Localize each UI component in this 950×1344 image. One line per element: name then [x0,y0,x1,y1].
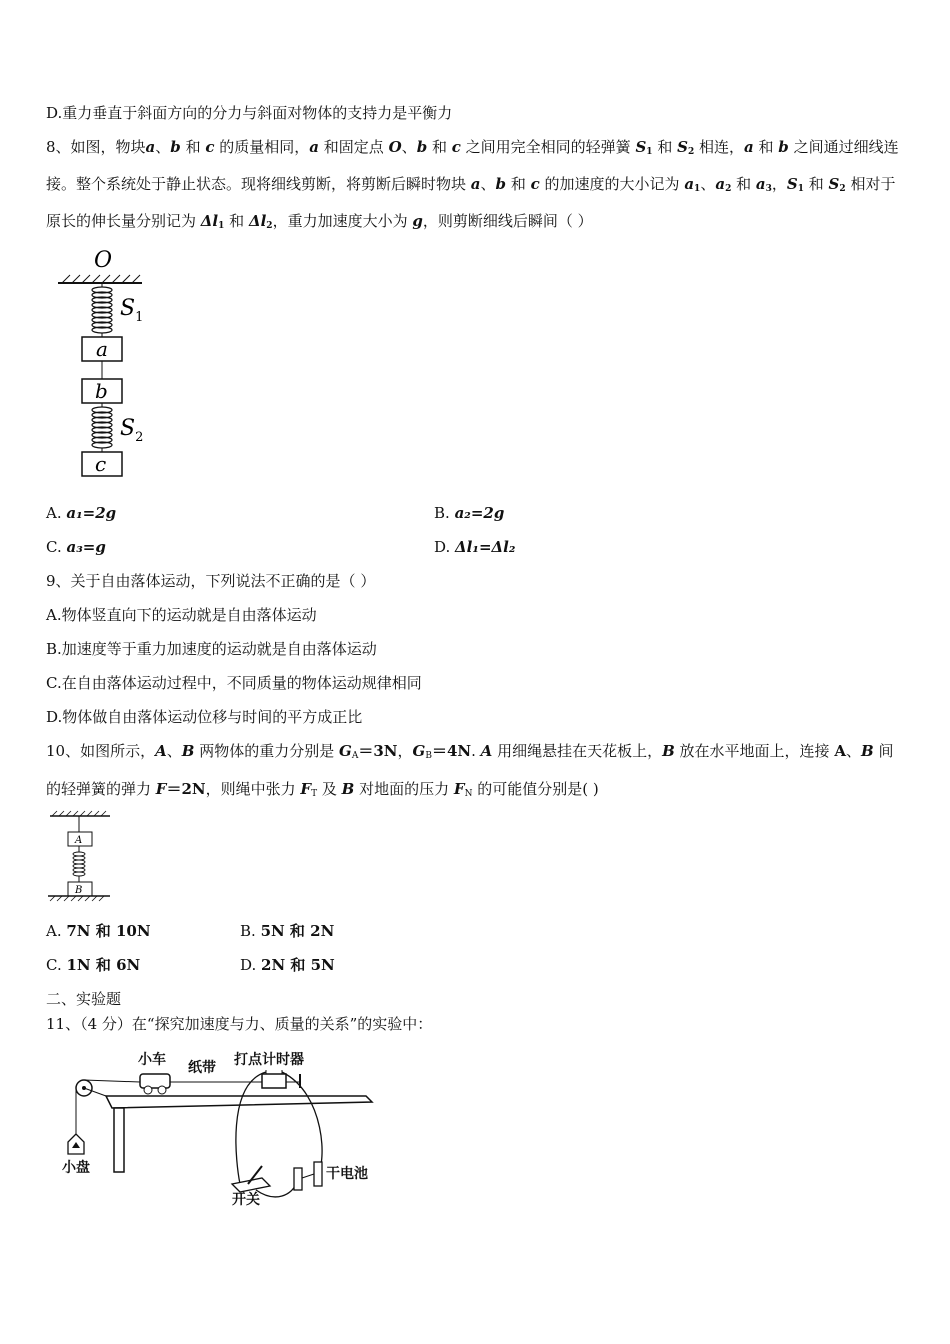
q8-stem-line2: 接。整个系统处于静止状态。现将细线剪断，将剪断后瞬时物块 a、b 和 c 的加速度的大小记为 $a_1$、$a_2$ 和 $a_3$，$S_1$ 和 $S_2$ 相对于 [46,175,896,194]
fig-label-switch: 开关 [232,1191,260,1207]
q9-option-a: A.物体竖直向下的运动就是自由落体运动 [46,606,317,624]
fig-label-pan: 小盘 [62,1159,90,1175]
q8-option-c: C. a₃=g [46,538,106,556]
q9-option-b: B.加速度等于重力加速度的运动就是自由落体运动 [46,640,377,658]
q10-option-c: C. 1N 和 6N [46,956,141,974]
fig-label-battery: 干电池 [326,1165,368,1181]
q10-stem-line1: 10、如图所示，A、B 两物体的重力分别是 $G_A=3N$，$G_B=4N$. A 用细绳悬挂在天花板上，B 放在水平地面上，连接 A、B 间 [46,742,894,761]
fig-label-timer: 打点计时器 [234,1051,304,1067]
q8-option-d: D. Δl₁=Δl₂ [434,538,516,556]
q8-option-a: A. a₁=2g [46,504,117,522]
q10-hanging-figure [44,810,124,904]
q10-option-a: A. 7N 和 10N [46,922,151,940]
q8-stem-line3: 原长的伸长量分别记为 $\Delta l_1$ 和 $\Delta l_2$，重力加速度大小为 g，则剪断细线后瞬间（ ） [46,212,593,231]
fig-label-S2: $S_2$ [120,416,144,445]
q9-option-c: C.在自由落体运动过程中，不同质量的物体运动规律相同 [46,674,422,692]
section-title: 二、实验题 [46,990,122,1008]
q10-option-d: D. 2N 和 5N [240,956,335,974]
fig-label-S1: $S_1$ [120,296,144,325]
q11-stem: 11、（4 分）在“探究加速度与力、质量的关系”的实验中： [46,1015,433,1033]
q11-apparatus-figure [56,1044,396,1212]
q8-option-b: B. a₂=2g [434,504,505,522]
fig-label-b: b [95,379,108,403]
fig-label-tape: 纸带 [188,1059,216,1075]
q7-option-d: D.重力垂直于斜面方向的分力与斜面对物体的支持力是平衡力 [46,104,453,122]
fig-label-O: O [94,248,113,273]
q10-stem-line2: 的轻弹簧的弹力 F＝2N，则绳中张力 $F_T$ 及 B 对地面的压力 $F_N$ 的可能值分别是( ) [46,780,599,799]
q9-option-d: D.物体做自由落体运动位移与时间的平方成正比 [46,708,363,726]
fig-label-a: a [96,337,108,361]
fig-label-B: B [75,885,83,896]
q8-spring-figure [50,245,210,485]
q10-option-b: B. 5N 和 2N [240,922,335,940]
q9-stem: 9、关于自由落体运动，下列说法不正确的是（ ） [46,572,376,590]
q8-stem-line1: 8、如图，物块a、b 和 c 的质量相同，a 和固定点 O、b 和 c 之间用完全相同的轻弹簧 $S_1$ 和 $S_2$ 相连，a 和 b 之间通过细线连 [46,138,899,157]
fig-label-cart: 小车 [138,1051,166,1067]
fig-label-A: A [75,835,83,846]
fig-label-c: c [95,452,107,476]
